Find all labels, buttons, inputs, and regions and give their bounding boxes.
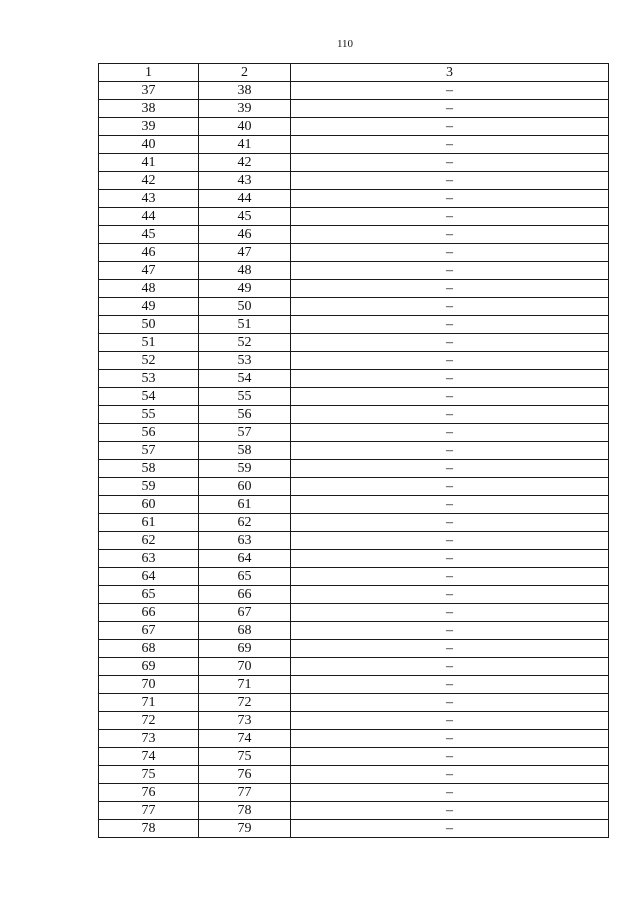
table-row [99, 100, 609, 118]
cell-col-1: 62 [99, 532, 199, 550]
table-row [99, 370, 609, 388]
cell-col-2: 43 [199, 172, 291, 190]
cell-col-1: 59 [99, 478, 199, 496]
cell-col-3: – [291, 262, 609, 280]
cell-col-1: 75 [99, 766, 199, 784]
cell-col-2: 73 [199, 712, 291, 730]
cell-col-2: 66 [199, 586, 291, 604]
table-row [99, 550, 609, 568]
table-row [99, 226, 609, 244]
cell-col-2: 60 [199, 478, 291, 496]
cell-col-3: – [291, 712, 609, 730]
cell-col-3: – [291, 226, 609, 244]
table-row [99, 586, 609, 604]
cell-col-3: – [291, 280, 609, 298]
cell-col-1: 48 [99, 280, 199, 298]
cell-col-3: – [291, 298, 609, 316]
cell-col-2: 72 [199, 694, 291, 712]
cell-col-2: 46 [199, 226, 291, 244]
table-row [99, 190, 609, 208]
table-row [99, 82, 609, 100]
table-row [99, 316, 609, 334]
cell-col-3: – [291, 316, 609, 334]
cell-col-2: 58 [199, 442, 291, 460]
table-row [99, 154, 609, 172]
cell-col-2: 57 [199, 424, 291, 442]
cell-col-3: – [291, 802, 609, 820]
cell-col-2: 53 [199, 352, 291, 370]
table-row [99, 784, 609, 802]
cell-col-2: 64 [199, 550, 291, 568]
cell-col-1: 77 [99, 802, 199, 820]
header-col-2: 2 [199, 64, 291, 82]
table-row [99, 604, 609, 622]
cell-col-3: – [291, 82, 609, 100]
cell-col-1: 52 [99, 352, 199, 370]
table-row [99, 262, 609, 280]
cell-col-3: – [291, 586, 609, 604]
cell-col-3: – [291, 118, 609, 136]
cell-col-1: 43 [99, 190, 199, 208]
table-row [99, 712, 609, 730]
cell-col-3: – [291, 352, 609, 370]
table-row [99, 244, 609, 262]
cell-col-1: 40 [99, 136, 199, 154]
cell-col-1: 41 [99, 154, 199, 172]
cell-col-3: – [291, 820, 609, 838]
table-row [99, 748, 609, 766]
cell-col-3: – [291, 244, 609, 262]
cell-col-1: 45 [99, 226, 199, 244]
table-row [99, 172, 609, 190]
cell-col-1: 68 [99, 640, 199, 658]
cell-col-1: 71 [99, 694, 199, 712]
cell-col-3: – [291, 442, 609, 460]
cell-col-1: 37 [99, 82, 199, 100]
cell-col-2: 68 [199, 622, 291, 640]
cell-col-2: 45 [199, 208, 291, 226]
cell-col-2: 39 [199, 100, 291, 118]
cell-col-3: – [291, 208, 609, 226]
cell-col-1: 51 [99, 334, 199, 352]
cell-col-3: – [291, 730, 609, 748]
table-row [99, 334, 609, 352]
header-col-1: 1 [99, 64, 199, 82]
cell-col-2: 41 [199, 136, 291, 154]
cell-col-1: 54 [99, 388, 199, 406]
cell-col-1: 70 [99, 676, 199, 694]
cell-col-3: – [291, 550, 609, 568]
cell-col-3: – [291, 370, 609, 388]
cell-col-3: – [291, 532, 609, 550]
cell-col-1: 65 [99, 586, 199, 604]
cell-col-3: – [291, 568, 609, 586]
cell-col-1: 39 [99, 118, 199, 136]
cell-col-3: – [291, 658, 609, 676]
cell-col-2: 69 [199, 640, 291, 658]
cell-col-3: – [291, 784, 609, 802]
table-row [99, 694, 609, 712]
table-row [99, 424, 609, 442]
cell-col-1: 76 [99, 784, 199, 802]
table-body [99, 82, 609, 838]
cell-col-1: 63 [99, 550, 199, 568]
cell-col-1: 69 [99, 658, 199, 676]
cell-col-2: 62 [199, 514, 291, 532]
header-row [99, 64, 609, 82]
cell-col-1: 74 [99, 748, 199, 766]
cell-col-1: 60 [99, 496, 199, 514]
table-row [99, 388, 609, 406]
cell-col-3: – [291, 478, 609, 496]
cell-col-3: – [291, 172, 609, 190]
cell-col-3: – [291, 748, 609, 766]
cell-col-2: 42 [199, 154, 291, 172]
table-row [99, 136, 609, 154]
table-header [99, 64, 609, 82]
cell-col-1: 46 [99, 244, 199, 262]
cell-col-1: 64 [99, 568, 199, 586]
data-table [98, 63, 609, 838]
table-row [99, 406, 609, 424]
table-row [99, 514, 609, 532]
cell-col-2: 79 [199, 820, 291, 838]
cell-col-1: 67 [99, 622, 199, 640]
cell-col-3: – [291, 514, 609, 532]
cell-col-2: 56 [199, 406, 291, 424]
cell-col-2: 76 [199, 766, 291, 784]
cell-col-2: 71 [199, 676, 291, 694]
table-row [99, 766, 609, 784]
cell-col-2: 75 [199, 748, 291, 766]
cell-col-2: 61 [199, 496, 291, 514]
cell-col-1: 78 [99, 820, 199, 838]
cell-col-2: 70 [199, 658, 291, 676]
cell-col-3: – [291, 460, 609, 478]
cell-col-3: – [291, 640, 609, 658]
cell-col-3: – [291, 604, 609, 622]
cell-col-2: 49 [199, 280, 291, 298]
table-row [99, 568, 609, 586]
cell-col-3: – [291, 622, 609, 640]
table-row [99, 280, 609, 298]
cell-col-3: – [291, 154, 609, 172]
table-row [99, 676, 609, 694]
cell-col-2: 40 [199, 118, 291, 136]
cell-col-2: 38 [199, 82, 291, 100]
cell-col-2: 50 [199, 298, 291, 316]
cell-col-3: – [291, 694, 609, 712]
cell-col-3: – [291, 766, 609, 784]
cell-col-2: 52 [199, 334, 291, 352]
table-row [99, 496, 609, 514]
cell-col-2: 78 [199, 802, 291, 820]
table-row [99, 460, 609, 478]
table-row [99, 532, 609, 550]
page-number: 110 [336, 38, 354, 50]
table-row [99, 730, 609, 748]
cell-col-3: – [291, 676, 609, 694]
table-row [99, 352, 609, 370]
header-col-3: 3 [291, 64, 609, 82]
cell-col-3: – [291, 388, 609, 406]
cell-col-2: 54 [199, 370, 291, 388]
cell-col-3: – [291, 406, 609, 424]
cell-col-2: 48 [199, 262, 291, 280]
cell-col-1: 53 [99, 370, 199, 388]
cell-col-3: – [291, 190, 609, 208]
cell-col-1: 66 [99, 604, 199, 622]
cell-col-1: 44 [99, 208, 199, 226]
cell-col-1: 49 [99, 298, 199, 316]
table-row [99, 802, 609, 820]
cell-col-2: 59 [199, 460, 291, 478]
cell-col-3: – [291, 496, 609, 514]
cell-col-2: 55 [199, 388, 291, 406]
cell-col-2: 67 [199, 604, 291, 622]
cell-col-3: – [291, 424, 609, 442]
cell-col-2: 47 [199, 244, 291, 262]
cell-col-1: 72 [99, 712, 199, 730]
table-row [99, 208, 609, 226]
table-row [99, 820, 609, 838]
cell-col-2: 63 [199, 532, 291, 550]
table-row [99, 298, 609, 316]
cell-col-1: 50 [99, 316, 199, 334]
cell-col-1: 47 [99, 262, 199, 280]
cell-col-3: – [291, 100, 609, 118]
cell-col-1: 73 [99, 730, 199, 748]
table-row [99, 640, 609, 658]
cell-col-2: 65 [199, 568, 291, 586]
cell-col-1: 38 [99, 100, 199, 118]
table-row [99, 118, 609, 136]
table-row [99, 478, 609, 496]
cell-col-2: 44 [199, 190, 291, 208]
cell-col-1: 58 [99, 460, 199, 478]
table-row [99, 442, 609, 460]
cell-col-1: 61 [99, 514, 199, 532]
cell-col-1: 55 [99, 406, 199, 424]
cell-col-2: 51 [199, 316, 291, 334]
cell-col-1: 57 [99, 442, 199, 460]
cell-col-3: – [291, 334, 609, 352]
table-row [99, 622, 609, 640]
table-row [99, 658, 609, 676]
cell-col-1: 42 [99, 172, 199, 190]
cell-col-3: – [291, 136, 609, 154]
cell-col-1: 56 [99, 424, 199, 442]
cell-col-2: 77 [199, 784, 291, 802]
cell-col-2: 74 [199, 730, 291, 748]
